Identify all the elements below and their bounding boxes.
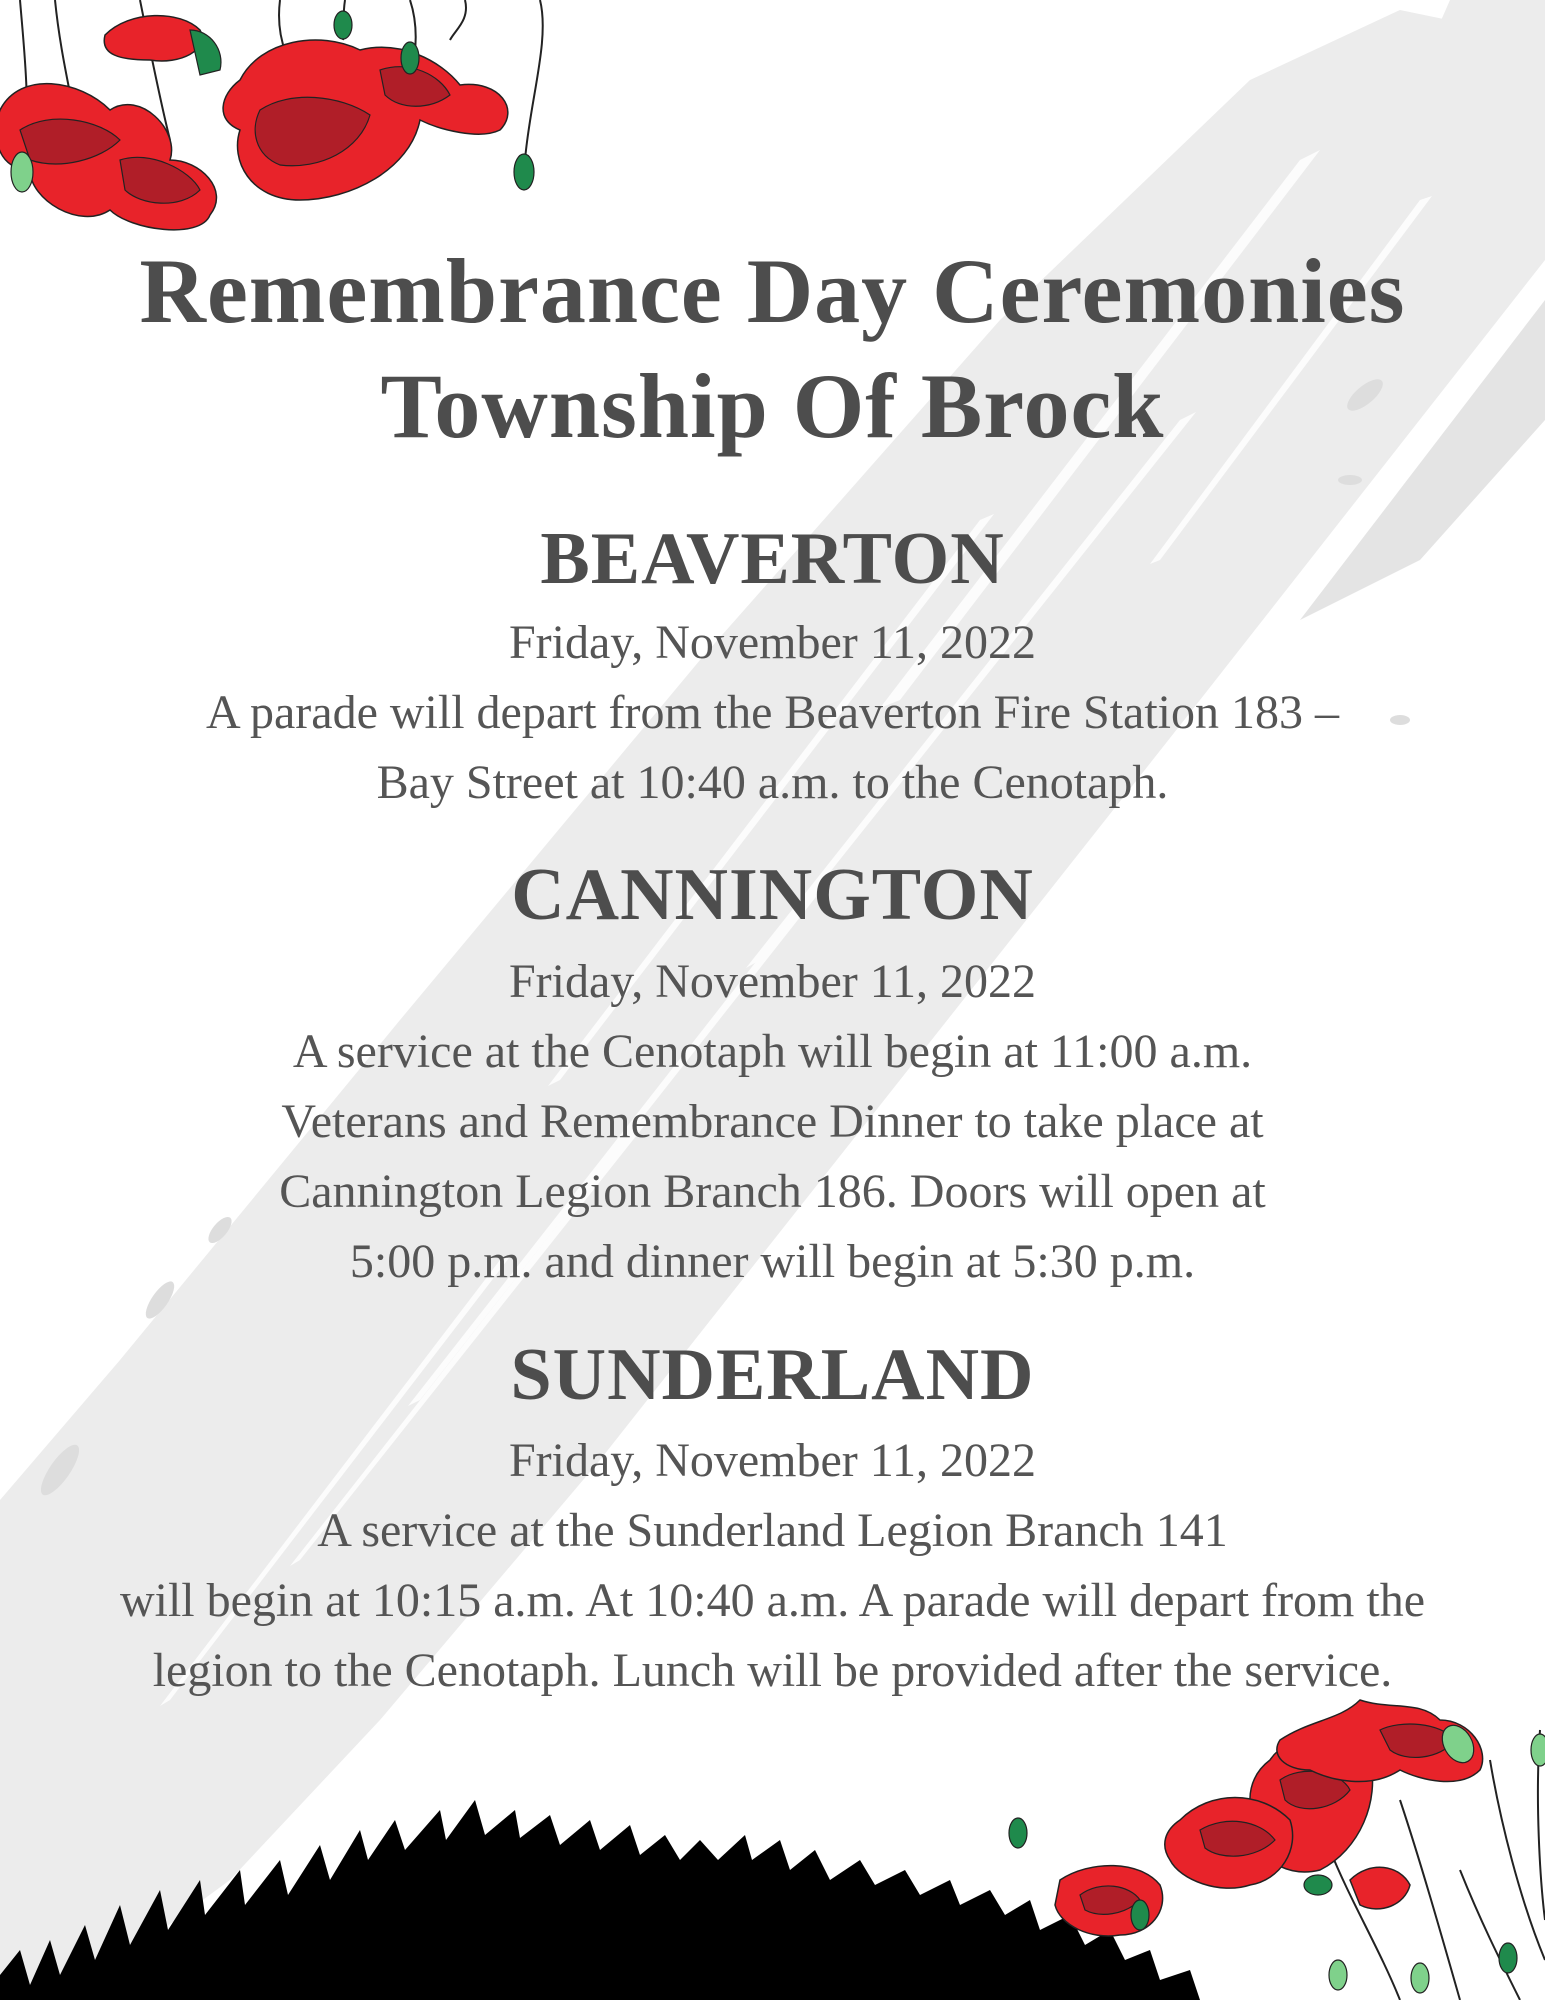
title-line-1: Remembrance Day Ceremonies xyxy=(139,240,1406,342)
section-line-beaverton-2: Bay Street at 10:40 a.m. to the Cenotaph. xyxy=(376,756,1169,809)
section-line-sunderland-1: A service at the Sunderland Legion Branch 141 xyxy=(317,1504,1228,1557)
section-line-cannington-2: Veterans and Remembrance Dinner to take place at xyxy=(281,1095,1264,1148)
section-heading-sunderland: SUNDERLAND xyxy=(510,1334,1035,1416)
section-date-cannington: Friday, November 11, 2022 xyxy=(508,955,1036,1008)
section-line-cannington-4: 5:00 p.m. and dinner will begin at 5:30 p.m. xyxy=(349,1235,1196,1288)
section-line-cannington-1: A service at the Cenotaph will begin at 11:00 a.m. xyxy=(292,1025,1253,1078)
title-line-2: Township Of Brock xyxy=(380,355,1165,457)
section-date-beaverton: Friday, November 11, 2022 xyxy=(508,616,1036,669)
section-line-sunderland-3: legion to the Cenotaph. Lunch will be provided after the service. xyxy=(152,1644,1393,1697)
section-heading-beaverton: BEAVERTON xyxy=(540,518,1005,600)
section-line-cannington-3: Cannington Legion Branch 186. Doors will open at xyxy=(279,1165,1266,1218)
section-line-sunderland-2: will begin at 10:15 a.m. At 10:40 a.m. A parade will depart from the xyxy=(119,1574,1426,1627)
section-date-sunderland: Friday, November 11, 2022 xyxy=(508,1434,1036,1487)
section-line-beaverton-1: A parade will depart from the Beaverton Fire Station 183 – xyxy=(205,686,1340,739)
section-heading-cannington: CANNINGTON xyxy=(511,854,1034,936)
